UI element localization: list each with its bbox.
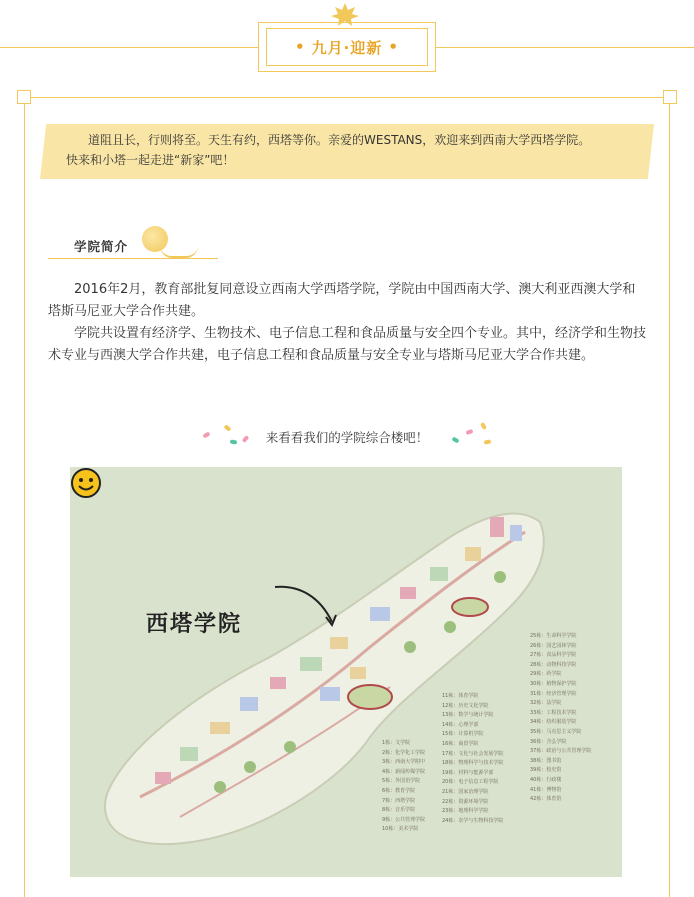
legend-item: 2栋：化学化工学院 (382, 749, 426, 756)
badge-text: 九月·迎新 (311, 38, 383, 57)
intro-line-2: 快来和小塔一起走进“新家”吧！ (66, 153, 235, 167)
header-rule-left (0, 47, 258, 48)
legend-item: 8栋：音乐学院 (382, 807, 416, 814)
map-legend-right (530, 632, 591, 805)
legend-item: 40栋：行政楼 (530, 776, 562, 783)
legend-item: 27栋：食品科学学院 (530, 652, 577, 659)
legend-item: 22栋：资源环境学院 (442, 798, 489, 805)
legend-item: 42栋：体育馆 (530, 796, 562, 803)
section-title: 学院简介 (74, 239, 129, 254)
intro-line-1: 道阻且长，行则将至。天生有约，西塔等你。亲爱的WESTANS，欢迎来到西南大学西塔学院。 (88, 133, 591, 147)
maple-leaf-icon (330, 2, 360, 28)
campus-map (70, 467, 622, 877)
legend-item: 30栋：植物保护学院 (530, 680, 577, 687)
legend-item: 37栋：政治与公共管理学院 (530, 748, 592, 755)
legend-item: 36栋：含弘学院 (530, 738, 567, 745)
badge-dot-left: • (295, 38, 306, 56)
legend-item: 9栋：公共管理学院 (382, 816, 426, 823)
badge-dot-right: • (388, 38, 399, 56)
legend-item: 14栋：心理学部 (442, 721, 479, 728)
legend-item: 21栋：国家治理学院 (442, 788, 489, 795)
legend-item: 25栋：生命科学学院 (530, 633, 577, 639)
legend-item: 3栋：西南大学附中 (382, 759, 426, 766)
legend-item: 29栋：药学院 (530, 671, 562, 678)
legend-item: 15栋：计算机学院 (442, 731, 484, 738)
legend-item: 35栋：马克思主义学院 (530, 728, 582, 735)
legend-item: 20栋：电子信息工程学院 (442, 779, 499, 786)
legend-item: 7栋：西塔学院 (382, 797, 416, 804)
legend-item: 17栋：文化与社会发展学院 (442, 750, 504, 757)
legend-item: 33栋：工程技术学院 (530, 709, 577, 716)
legend-item: 11栋：体育学院 (442, 693, 479, 699)
legend-item: 19栋：材料与能源学部 (442, 769, 494, 776)
legend-item: 34栋：纺织服装学院 (530, 719, 577, 726)
frame-corner-tr (663, 90, 677, 104)
legend-item: 38栋：图书馆 (530, 757, 562, 764)
legend-item: 24栋：农学与生物科技学院 (442, 817, 504, 824)
legend-item: 13栋：数学与统计学院 (442, 712, 494, 719)
legend-item: 39栋：校史馆 (530, 767, 562, 774)
legend-item: 16栋：商贸学院 (442, 740, 479, 747)
header-badge-area (0, 0, 694, 80)
legend-item: 12栋：历史文化学院 (442, 702, 489, 709)
map-legend-left (382, 739, 425, 835)
legend-item: 23栋：地理科学学院 (442, 808, 489, 815)
map-legend-mid (442, 692, 503, 826)
frame-corner-tl (17, 90, 31, 104)
legend-item: 5栋：外国语学院 (382, 778, 421, 785)
legend-item: 28栋：动物科技学院 (530, 661, 577, 668)
intro-text (66, 130, 646, 170)
legend-item: 10栋：美术学院 (382, 826, 419, 833)
cta-text: 来看看我们的学院综合楼吧！ (265, 430, 429, 445)
legend-item: 18栋：物理科学与技术学院 (442, 760, 504, 767)
map-college-label: 西塔学院 (146, 612, 243, 637)
paragraph-1: 2016年2月，教育部批复同意设立西南大学西塔学院，学院由中国西南大学、澳大利亚西澳大学和塔斯马尼亚大学合作共建。 (48, 282, 636, 319)
legend-item: 31栋：经济管理学院 (530, 690, 577, 697)
smiley-icon (70, 467, 102, 499)
legend-item: 32栋：法学院 (530, 700, 562, 707)
legend-item: 41栋：博物馆 (530, 786, 562, 793)
badge-title (266, 28, 428, 66)
legend-item: 6栋：教育学院 (382, 787, 416, 794)
paragraph-2: 学院共设置有经济学、生物技术、电子信息工程和食品质量与安全四个专业。其中，经济学和生物技术专业与西澳大学合作共建，电子信息工程和食品质量与安全专业与塔斯马尼亚大学合作共建。 (48, 326, 647, 363)
legend-item: 1栋：文学院 (382, 740, 411, 746)
legend-item: 4栋：新闻传媒学院 (382, 768, 426, 775)
header-rule-right (436, 47, 694, 48)
cloud-icon (160, 246, 198, 258)
legend-item: 26栋：园艺园林学院 (530, 642, 577, 649)
section-underline (48, 258, 218, 259)
